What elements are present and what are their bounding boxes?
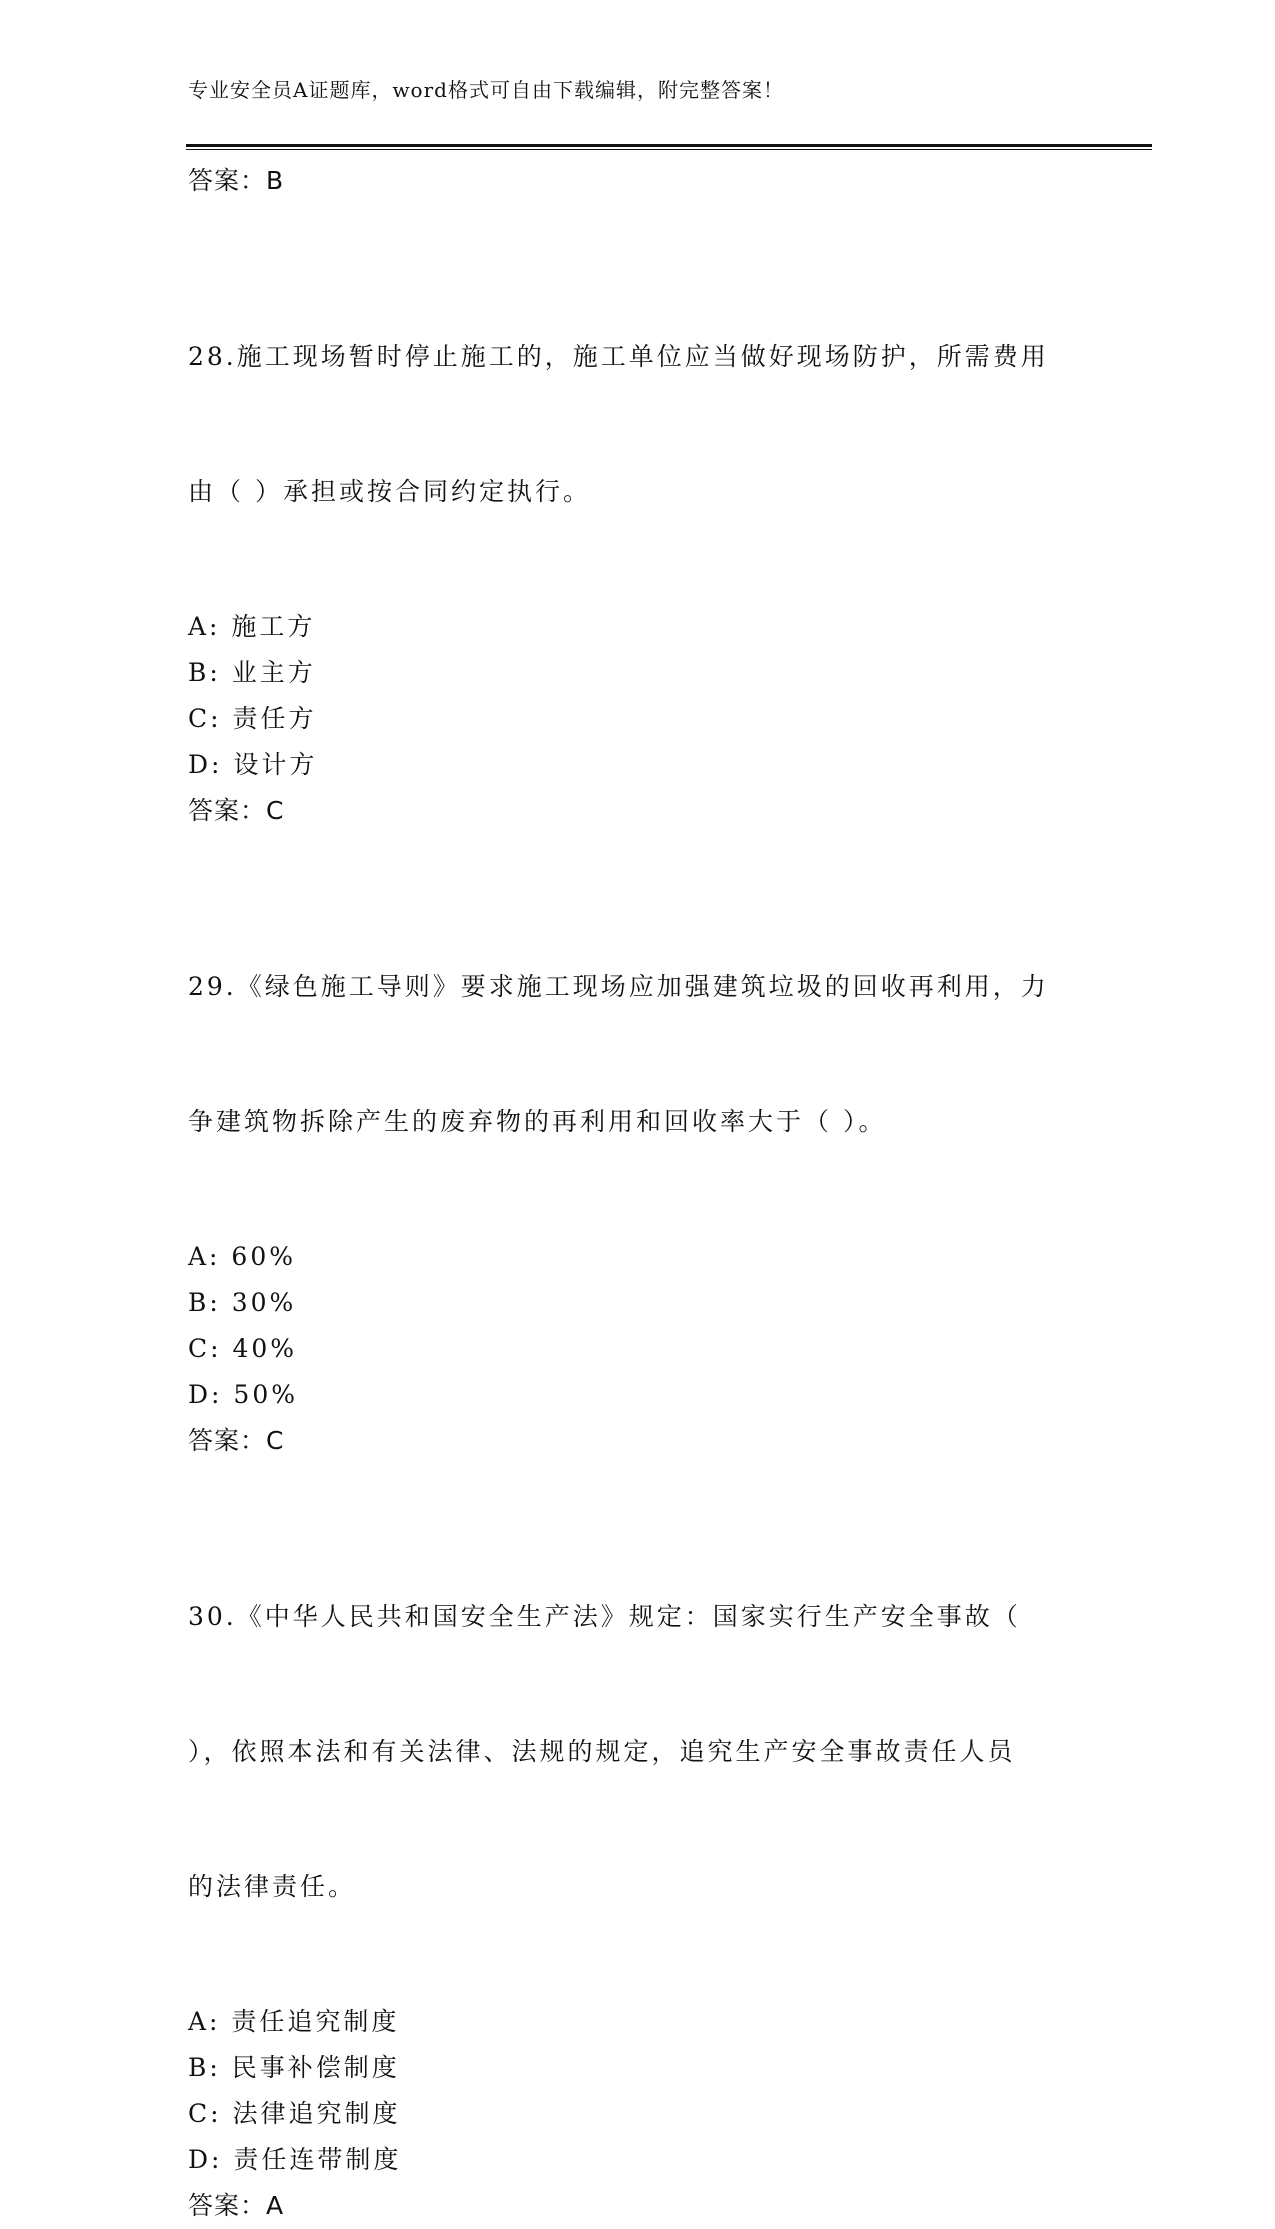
option-b: B: 民事补偿制度	[188, 2053, 400, 2082]
question-line: 争建筑物拆除产生的废弃物的再利用和回收率大于（ ）。	[188, 1107, 887, 1136]
header-rule-thin	[186, 149, 1152, 150]
question-line: 的法律责任。	[188, 1872, 357, 1901]
option-b: B: 业主方	[188, 658, 316, 687]
question-28	[188, 244, 1088, 834]
question-line: ），依照本法和有关法律、法规的规定，追究生产安全事故责任人员	[188, 1737, 1016, 1766]
question-text	[188, 244, 1088, 604]
question-text	[188, 1504, 1088, 1999]
question-30	[188, 1504, 1088, 2229]
option-a: A: 责任追究制度	[188, 2007, 400, 2036]
option-c: C: 40%	[188, 1334, 298, 1363]
question-line: 30.《中华人民共和国安全生产法》规定：国家实行生产安全事故（	[188, 1602, 1021, 1631]
question-text	[188, 874, 1088, 1234]
previous-answer: 答案：B	[188, 166, 285, 195]
answer: 答案：C	[188, 1426, 285, 1455]
option-a: A: 60%	[188, 1242, 296, 1271]
question-line: 28.施工现场暂时停止施工的，施工单位应当做好现场防护，所需费用	[188, 342, 1049, 371]
question-line: 29.《绿色施工导则》要求施工现场应加强建筑垃圾的回收再利用，力	[188, 972, 1049, 1001]
option-d: D: 50%	[188, 1380, 298, 1409]
question-line: 由（ ）承担或按合同约定执行。	[188, 477, 591, 506]
answer: 答案：C	[188, 796, 285, 825]
option-a: A: 施工方	[188, 612, 316, 641]
option-d: D: 责任连带制度	[188, 2145, 402, 2174]
question-list	[188, 158, 1088, 2229]
answer: 答案：A	[188, 2191, 285, 2220]
option-c: C: 法律追究制度	[188, 2099, 401, 2128]
header-rule-thick	[186, 144, 1152, 147]
page-header: 专业安全员A证题库，word格式可自由下载编辑，附完整答案！	[188, 78, 784, 102]
option-d: D: 设计方	[188, 750, 318, 779]
option-b: B: 30%	[188, 1288, 297, 1317]
question-29	[188, 874, 1088, 1464]
option-c: C: 责任方	[188, 704, 317, 733]
